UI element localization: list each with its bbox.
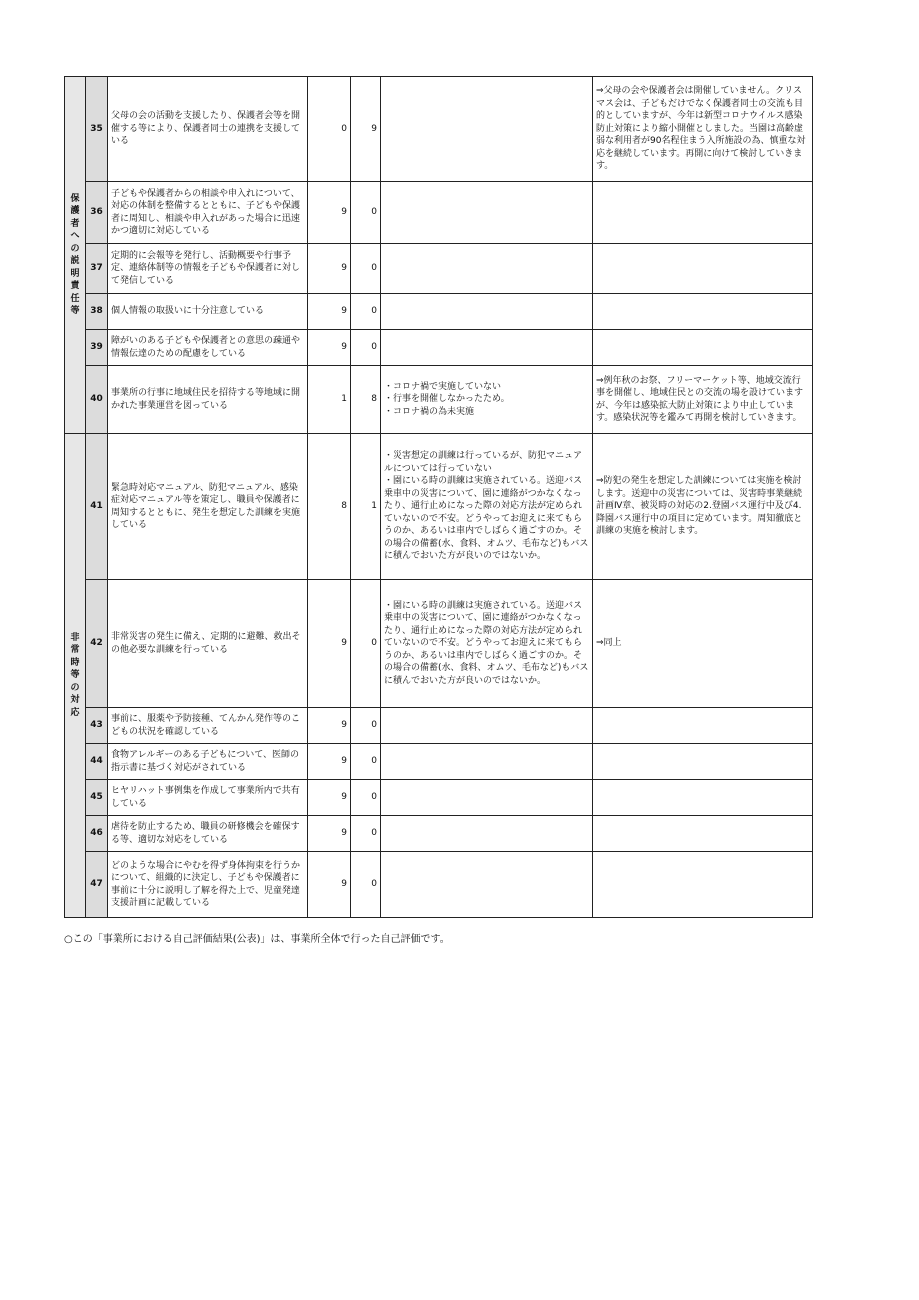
response-line: ⇒例年秋のお祭、フリーマーケット等、地域交流行事を開催し、地域住民との交流の場を設けていますが、今年は感染拡大防止対策により中止しています。感染状況等を鑑みて再開を検討していきます。 [596, 375, 804, 423]
table-row [65, 366, 813, 434]
item-number: 42 [86, 580, 108, 708]
item-description: 父母の会の活動を支援したり、保護者会等を開催する等により、保護者同士の連携を支援している [108, 77, 308, 182]
item-description: 定期的に会報等を発行し、活動概要や行事予定、連絡体制等の情報を子どもや保護者に対して発信している [108, 244, 308, 294]
item-number: 39 [86, 330, 108, 366]
yes-count: 9 [308, 182, 351, 244]
comment-line: ・行事を開催しなかったため。 [384, 394, 510, 405]
parent-comments [381, 434, 593, 580]
item-number: 41 [86, 434, 108, 580]
item-number: 37 [86, 244, 108, 294]
yes-count: 9 [308, 330, 351, 366]
parent-comments [381, 816, 593, 852]
footnote: ○この「事業所における自己評価結果(公表)」は、事業所全体で行った自己評価です。 [64, 934, 450, 945]
yes-count: 9 [308, 780, 351, 816]
yes-count: 9 [308, 744, 351, 780]
table-row [65, 852, 813, 918]
table-row [65, 330, 813, 366]
no-count: 0 [351, 744, 381, 780]
item-number: 38 [86, 294, 108, 330]
yes-count: 9 [308, 852, 351, 918]
facility-response [593, 244, 813, 294]
table-row [65, 708, 813, 744]
facility-response [593, 434, 813, 580]
parent-comments [381, 182, 593, 244]
item-number: 36 [86, 182, 108, 244]
yes-count: 0 [308, 77, 351, 182]
no-count: 9 [351, 77, 381, 182]
comment-line: ・コロナ禍で実施していない [384, 381, 502, 392]
item-description: 事業所の行事に地域住民を招待する等地域に開かれた事業運営を図っている [108, 366, 308, 434]
no-count: 0 [351, 708, 381, 744]
yes-count: 9 [308, 580, 351, 708]
item-number: 43 [86, 708, 108, 744]
no-count: 0 [351, 852, 381, 918]
no-count: 1 [351, 434, 381, 580]
parent-comments [381, 852, 593, 918]
facility-response [593, 182, 813, 244]
parent-comments [381, 708, 593, 744]
no-count: 0 [351, 182, 381, 244]
item-description: 虐待を防止するため、職員の研修機会を確保する等、適切な対応をしている [108, 816, 308, 852]
category-emergency-response: 非常時等の対応 [65, 434, 86, 918]
comment-line: ・災害想定の訓練は行っているが、防犯マニュアルについては行っていない [384, 451, 583, 474]
comment-line: ・園にいる時の訓練は実施されている。送迎バス乗車中の災害について、園に連絡がつかなくなったり、通行止めになった際の対応方法が定められていないので不安。どうやってお迎えに来てもらうのか、あるいは車内でしばらく過ごすのか。その場合の備蓄(水、食料、オムツ、毛布など)もバスに積んでおいた方が良いのではないか。 [384, 600, 589, 686]
no-count: 0 [351, 816, 381, 852]
facility-response [593, 708, 813, 744]
no-count: 0 [351, 580, 381, 708]
yes-count: 8 [308, 434, 351, 580]
parent-comments [381, 294, 593, 330]
response-line: ⇒同上 [596, 638, 622, 649]
yes-count: 9 [308, 294, 351, 330]
item-description: 非常災害の発生に備え、定期的に避難、救出その他必要な訓練を行っている [108, 580, 308, 708]
facility-response [593, 77, 813, 182]
comment-line: ・園にいる時の訓練は実施されている。送迎バス乗車中の災害について、園に連絡がつかなくなったり、通行止めになった際の対応方法が定められていないので不安。どうやってお迎えに来てもらうのか、あるいは車内でしばらく過ごすのか。その場合の備蓄(水、食料、オムツ、毛布など)もバスに積んでおいた方が良いのではないか。 [384, 476, 589, 562]
item-description: 子どもや保護者からの相談や申入れについて、対応の体制を整備するとともに、子どもや保護者に周知し、相談や申入れがあった場合に迅速かつ適切に対応している [108, 182, 308, 244]
table-row [65, 780, 813, 816]
table-row [65, 294, 813, 330]
yes-count: 9 [308, 244, 351, 294]
facility-response [593, 780, 813, 816]
item-description: 個人情報の取扱いに十分注意している [108, 294, 308, 330]
table-row [65, 244, 813, 294]
table-row [65, 182, 813, 244]
item-number: 46 [86, 816, 108, 852]
parent-comments [381, 580, 593, 708]
facility-response [593, 816, 813, 852]
table-row [65, 580, 813, 708]
self-evaluation-table [64, 76, 813, 918]
yes-count: 9 [308, 816, 351, 852]
response-line: ⇒父母の会や保護者会は開催していません。クリスマス会は、子どもだけでなく保護者同士の交流も目的としていますが、今年は新型コロナウイルス感染防止対策により縮小開催としました。当園は高齢虚弱な利用者が90名程住まう入所施設の為、慎重な対応を継続しています。再開に向けて検討していきます。 [596, 86, 806, 172]
item-number: 44 [86, 744, 108, 780]
parent-comments [381, 77, 593, 182]
item-description: 事前に、服薬や予防接種、てんかん発作等のこどもの状況を確認している [108, 708, 308, 744]
table-row [65, 744, 813, 780]
item-description: 障がいのある子どもや保護者との意思の疎通や情報伝達のための配慮をしている [108, 330, 308, 366]
category-parent-accountability: 保護者への説明責任等 [65, 77, 86, 434]
item-number: 35 [86, 77, 108, 182]
no-count: 0 [351, 780, 381, 816]
table-row [65, 816, 813, 852]
facility-response [593, 330, 813, 366]
parent-comments [381, 244, 593, 294]
table-row [65, 77, 813, 182]
item-description: どのような場合にやむを得ず身体拘束を行うかについて、組織的に決定し、子どもや保護者に事前に十分に説明し了解を得た上で、児童発達支援計画に記載している [108, 852, 308, 918]
item-description: 緊急時対応マニュアル、防犯マニュアル、感染症対応マニュアル等を策定し、職員や保護者に周知するとともに、発生を想定した訓練を実施している [108, 434, 308, 580]
parent-comments [381, 366, 593, 434]
yes-count: 9 [308, 708, 351, 744]
yes-count: 1 [308, 366, 351, 434]
facility-response [593, 744, 813, 780]
parent-comments [381, 744, 593, 780]
item-description: 食物アレルギーのある子どもについて、医師の指示書に基づく対応がされている [108, 744, 308, 780]
parent-comments [381, 330, 593, 366]
table-row [65, 434, 813, 580]
item-number: 40 [86, 366, 108, 434]
no-count: 0 [351, 330, 381, 366]
facility-response [593, 852, 813, 918]
item-description: ヒヤリハット事例集を作成して事業所内で共有している [108, 780, 308, 816]
no-count: 0 [351, 294, 381, 330]
comment-line: ・コロナ禍の為未実施 [384, 406, 475, 417]
facility-response [593, 294, 813, 330]
response-line: ⇒防犯の発生を想定した訓練については実施を検討します。送迎中の災害については、災害時事業継続計画Ⅳ章、被災時の対応の2.登園バス運行中及び4.降園バス運行中の項目に定めています。周知徹底と訓練の実施を検討します。 [596, 476, 803, 537]
no-count: 8 [351, 366, 381, 434]
parent-comments [381, 780, 593, 816]
item-number: 45 [86, 780, 108, 816]
facility-response [593, 366, 813, 434]
facility-response [593, 580, 813, 708]
no-count: 0 [351, 244, 381, 294]
item-number: 47 [86, 852, 108, 918]
